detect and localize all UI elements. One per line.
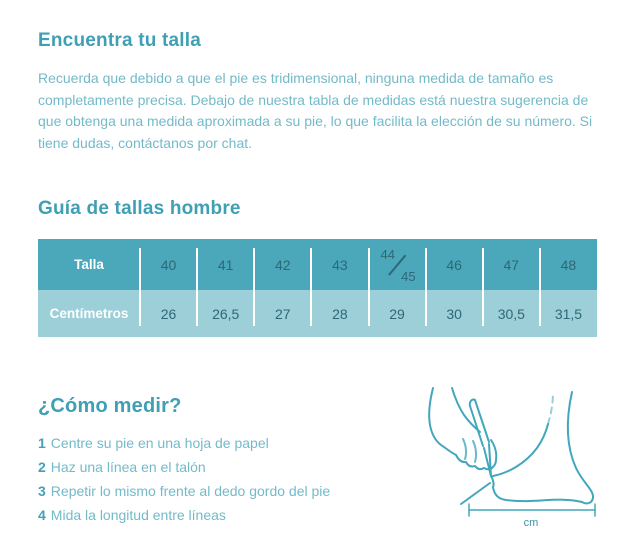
step-number: 3 <box>38 483 46 499</box>
step-text: Repetir lo mismo frente al dedo gordo del pie <box>50 483 331 499</box>
step-text: Mida la longitud entre líneas <box>50 507 226 523</box>
size-guide-title: Guía de tallas hombre <box>38 198 241 219</box>
step-number: 4 <box>38 507 46 523</box>
cm-cell: 28 <box>332 305 348 322</box>
size-cell: 40 <box>160 256 177 273</box>
cm-cell: 26 <box>160 305 177 322</box>
how-to-measure-title: ¿Cómo medir? <box>38 395 182 417</box>
cm-cell: 29 <box>389 305 405 322</box>
size-table-cm-row <box>38 290 597 337</box>
measurement-line <box>469 504 595 516</box>
page-title: Encuentra tu talla <box>38 30 202 51</box>
size-cell-44-45 <box>369 239 426 290</box>
foot-sketch-icon <box>403 384 641 534</box>
step-text: Haz una línea en el talón <box>50 459 206 475</box>
size-cell: 48 <box>560 256 577 273</box>
size-table-header-row <box>38 239 597 290</box>
cm-cell: 30,5 <box>497 305 525 322</box>
foot-measuring-illustration <box>403 384 641 534</box>
cm-cell: 30 <box>446 305 462 322</box>
intro-text: Recuerda que debido a que el pie es tridimensional, ninguna medida de tamaño es completamente precisa. Debajo de nuestra tabla de medidas está nuestra sugerencia de que obtenga una medida aproximada a su pie, lo que facilita la elección de su número. Si tiene dudas, contáctanos por chat. <box>38 70 593 151</box>
size-cell: 42 <box>275 256 291 273</box>
size-cell: 47 <box>503 256 520 273</box>
cm-cell: 27 <box>275 305 291 322</box>
column-divider <box>482 248 484 326</box>
cm-cell: 31,5 <box>554 305 583 322</box>
column-divider <box>368 248 370 326</box>
column-divider <box>425 248 427 326</box>
step-number: 2 <box>38 459 46 475</box>
cm-cell: 26,5 <box>212 305 240 322</box>
size-45: 45 <box>401 269 416 284</box>
step-number: 1 <box>38 435 46 451</box>
size-44: 44 <box>380 247 395 262</box>
talla-label-cell: Talla <box>74 257 104 272</box>
cm-label: cm <box>523 517 539 529</box>
size-cell: 43 <box>332 256 348 273</box>
centimetros-label-cell: Centímetros <box>49 306 129 321</box>
size-cell: 41 <box>217 256 234 273</box>
column-divider <box>253 248 255 326</box>
column-divider <box>196 248 198 326</box>
column-divider <box>139 248 141 326</box>
step-text: Centre su pie en una hoja de papel <box>50 435 269 451</box>
size-cell: 46 <box>446 256 462 273</box>
column-divider <box>539 248 541 326</box>
column-divider <box>310 248 312 326</box>
size-table <box>38 239 597 337</box>
